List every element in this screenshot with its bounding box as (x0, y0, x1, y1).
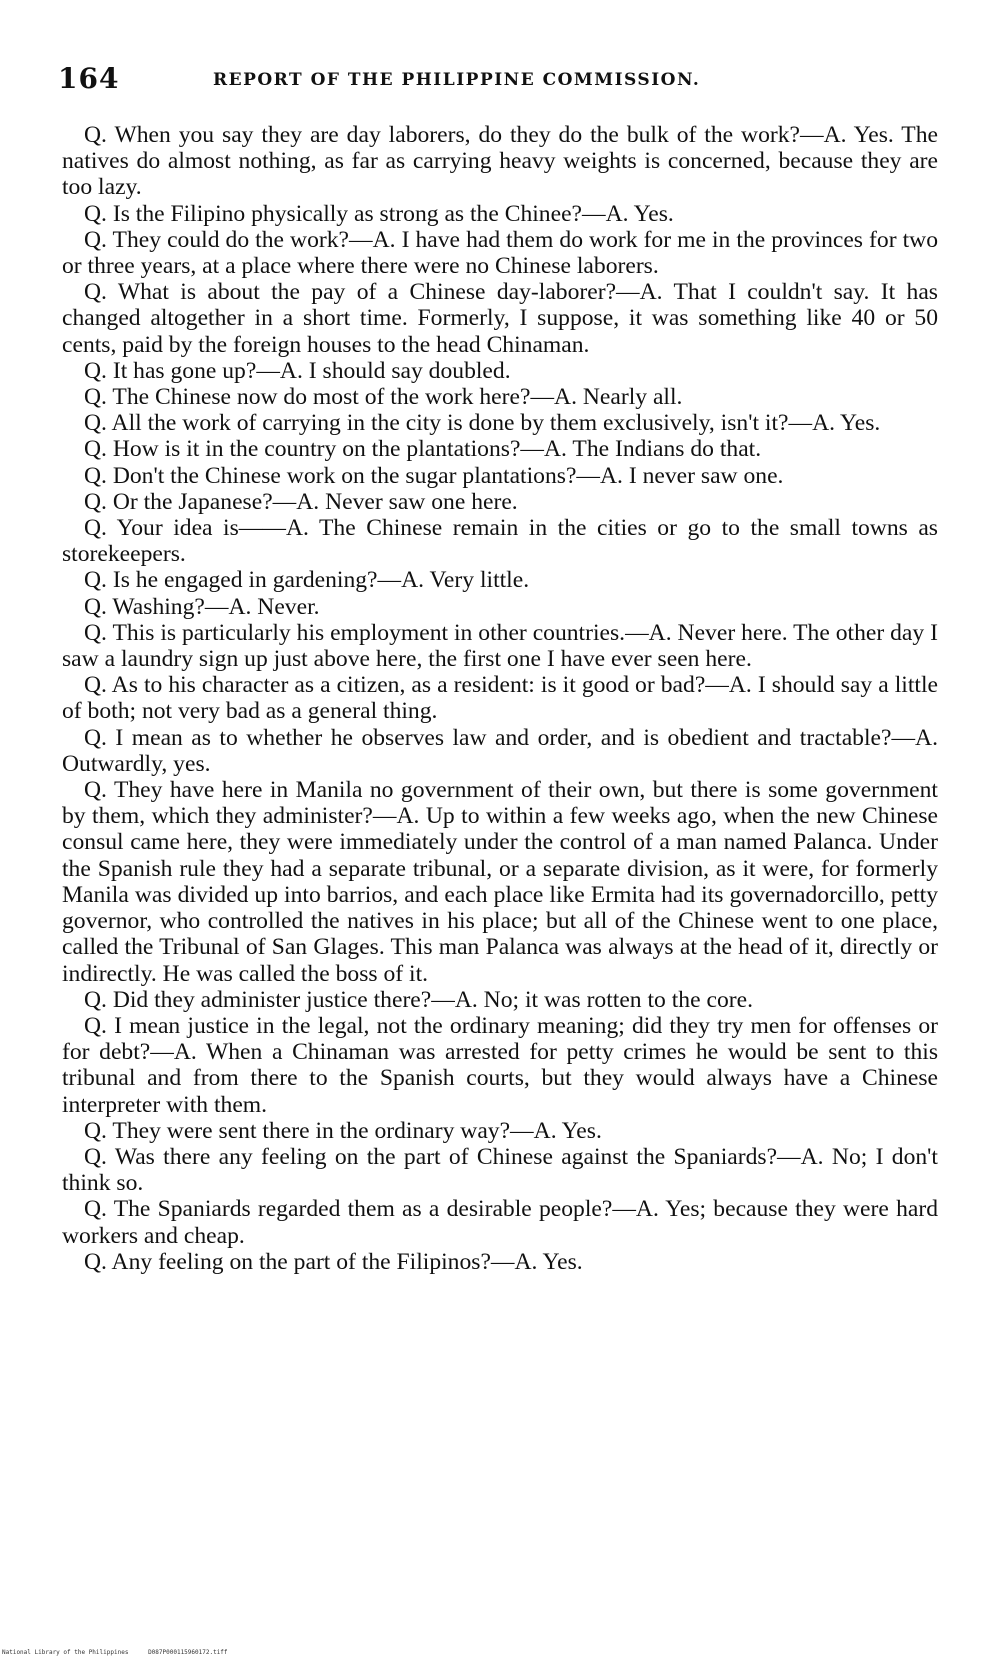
page-header (58, 62, 938, 102)
paragraph: Q. How is it in the country on the plantations?—A. The Indians do that. (84, 436, 762, 463)
file-name: D087P000115960172.tiff (148, 1649, 228, 1656)
paragraph: Q. They have here in Manila no government of their own, but there is some government by them, which they administer?—A. Up to within a few weeks ago, when the new Chinese consul came here, they were immediately under the control of a man named Palanca. Under the Spanish rule they had a separate tribunal, or a separate division, as it were, for formerly Manila was divided up into barrios, and each place like Ermita had its governadorcillo, petty governor, who controlled the natives in his place; but all of the Chinese went to one place, called the Tribunal of San Glages. This man Palanca was always at the head of it, directly or indirectly. He was called the boss of it. (62, 777, 938, 987)
running-head: REPORT OF THE PHILIPPINE COMMISSION. (213, 70, 701, 90)
paragraph: Q. Don't the Chinese work on the sugar plantations?—A. I never saw one. (84, 462, 784, 489)
paragraph: Q. Any feeling on the part of the Filipinos?—A. Yes. (84, 1248, 583, 1275)
paragraph: Q. Did they administer justice there?—A. No; it was rotten to the core. (84, 986, 753, 1013)
paragraph: Q. What is about the pay of a Chinese day-laborer?—A. That I couldn't say. It has changed altogether in a short time. Formerly, I suppose, it was something like 40 or 50 cents, paid by the foreign houses to the head Chinaman. (62, 279, 938, 358)
paragraph: Q. I mean justice in the legal, not the ordinary meaning; did they try men for offenses or for debt?—A. When a Chinaman was arrested for petty crimes he would be sent to this tribunal and from there to the Spanish courts, but they would always have a Chinese interpreter with them. (62, 1012, 938, 1118)
paragraph: Q. It has gone up?—A. I should say doubled. (84, 357, 511, 384)
scan-footer (2, 1649, 244, 1656)
paragraph: Q. This is particularly his employment in other countries.—A. Never here. The other day I saw a laundry sign up just above here, the first one I have ever seen here. (62, 619, 938, 673)
paragraph: Q. As to his character as a citizen, as a resident: is it good or bad?—A. I should say a little of both; not very bad as a general thing. (62, 672, 938, 725)
paragraph: Q. I mean as to whether he observes law and order, and is obedient and tractable?—A. Outwardly, yes. (62, 724, 938, 777)
paragraph: Q. They could do the work?—A. I have had them do work for me in the provinces for two or three years, at a place where there were no Chinese laborers. (62, 226, 938, 280)
paragraph: Q. When you say they are day laborers, do they do the bulk of the work?—A. Yes. The natives do almost nothing, as far as carrying heavy weights is concerned, because they are too lazy. (62, 122, 938, 201)
paragraph: Q. Is the Filipino physically as strong as the Chinee?—A. Yes. (84, 200, 674, 227)
body-text (62, 122, 938, 1275)
library-credit: National Library of the Philippines (2, 1649, 129, 1656)
paragraph: Q. Or the Japanese?—A. Never saw one here. (84, 488, 518, 515)
paragraph: Q. They were sent there in the ordinary way?—A. Yes. (84, 1117, 602, 1144)
paragraph: Q. Washing?—A. Never. (84, 593, 320, 620)
paragraph: Q. All the work of carrying in the city is done by them exclusively, isn't it?—A. Yes. (84, 410, 881, 437)
paragraph: Q. The Chinese now do most of the work here?—A. Nearly all. (84, 384, 683, 411)
paragraph: Q. The Spaniards regarded them as a desirable people?—A. Yes; because they were hard workers and cheap. (62, 1196, 938, 1249)
page-number: 164 (58, 62, 120, 95)
paragraph: Q. Your idea is——A. The Chinese remain in the cities or go to the small towns as storekeepers. (62, 515, 938, 568)
paragraph: Q. Was there any feeling on the part of Chinese against the Spaniards?—A. No; I don't think so. (62, 1143, 938, 1197)
paragraph: Q. Is he engaged in gardening?—A. Very little. (84, 567, 530, 594)
